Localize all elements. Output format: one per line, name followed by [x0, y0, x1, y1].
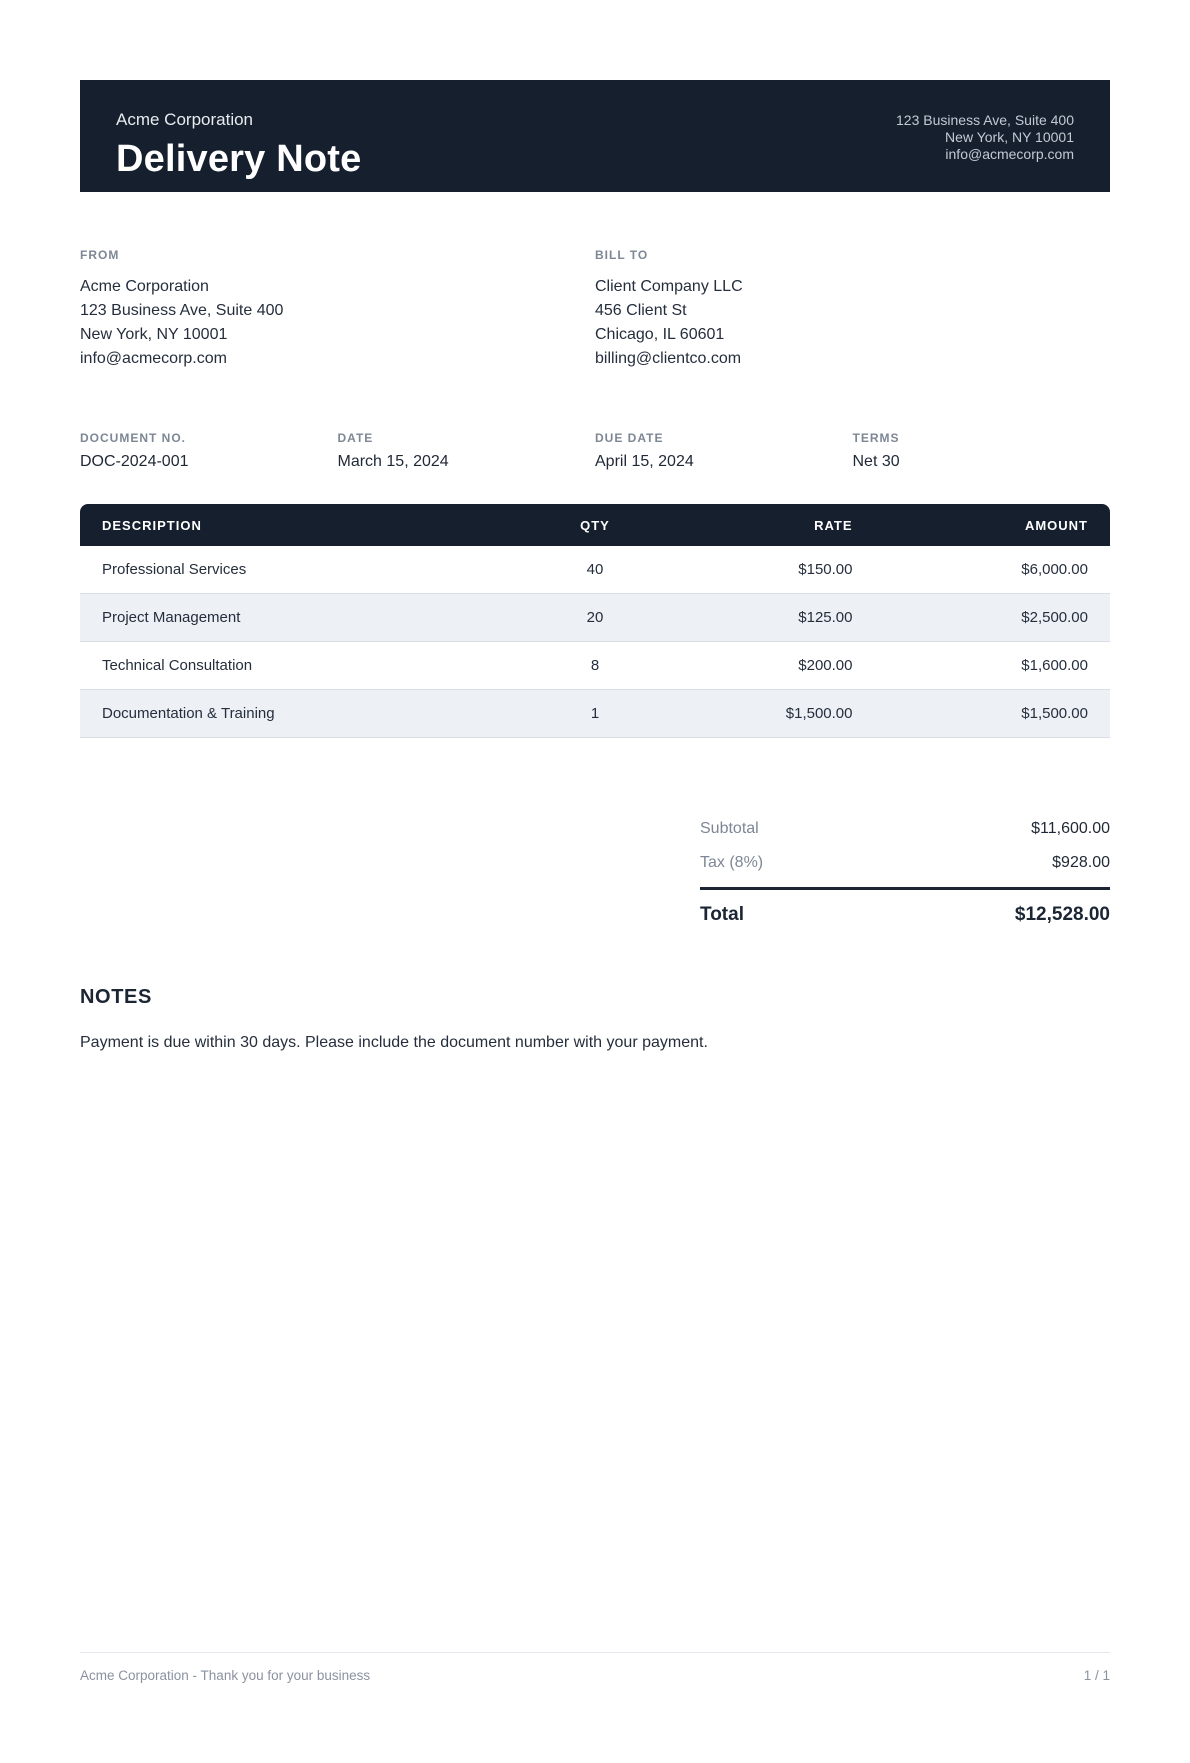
cell-qty: 20 [586, 609, 604, 626]
bill-to-label: BILL TO [595, 248, 649, 262]
cell-description: Project Management [102, 609, 241, 626]
tax-row [700, 846, 1110, 880]
company-address [896, 110, 1074, 163]
meta-label: DATE [337, 431, 374, 445]
company-name: Acme Corporation [116, 110, 254, 129]
header-banner [80, 80, 1110, 192]
from-address-line: 123 Business Ave, Suite 400 [80, 302, 284, 319]
meta-label: TERMS [852, 431, 900, 445]
column-header-amount: AMOUNT [1024, 517, 1088, 533]
from-email: info@acmecorp.com [80, 350, 227, 367]
from-name: Acme Corporation [80, 278, 209, 295]
company-address-line: New York, NY 10001 [945, 129, 1074, 145]
header-left [116, 110, 361, 178]
cell-description: Technical Consultation [102, 657, 253, 674]
bill-to-name: Client Company LLC [595, 278, 743, 295]
page-indicator: 1 / 1 [1083, 1668, 1110, 1683]
page-footer [80, 1652, 1110, 1683]
table-row [80, 546, 1110, 594]
from-address-line: New York, NY 10001 [80, 326, 228, 343]
bill-to-address-line: Chicago, IL 60601 [595, 326, 725, 343]
cell-amount: $1,600.00 [1021, 657, 1088, 674]
meta-label: DUE DATE [595, 431, 664, 445]
meta-terms [853, 431, 1111, 471]
subtotal-value: $11,600.00 [1031, 820, 1110, 837]
meta-label: DOCUMENT NO. [80, 431, 186, 445]
notes-body: Payment is due within 30 days. Please include the document number with your payment. [80, 1034, 708, 1051]
from-block [80, 248, 595, 371]
cell-rate: $1,500.00 [785, 705, 853, 722]
bill-to-address-line: 456 Client St [595, 302, 687, 319]
cell-qty: 40 [586, 561, 604, 578]
table-header-row [80, 504, 1110, 546]
cell-amount: $2,500.00 [1021, 609, 1088, 626]
cell-amount: $1,500.00 [1021, 705, 1088, 722]
line-items-table [80, 504, 1110, 738]
meta-value: DOC-2024-001 [80, 453, 189, 470]
column-header-qty: QTY [580, 517, 610, 533]
document-page [0, 80, 1190, 1054]
footer-text: Acme Corporation - Thank you for your business [80, 1668, 371, 1683]
cell-rate: $200.00 [798, 657, 853, 674]
cell-rate: $125.00 [798, 609, 853, 626]
cell-rate: $150.00 [798, 561, 853, 578]
cell-description: Professional Services [102, 561, 247, 578]
table-row [80, 642, 1110, 690]
total-value: $12,528.00 [1014, 904, 1110, 925]
bill-to-email: billing@clientco.com [595, 350, 742, 367]
tax-label: Tax (8%) [700, 854, 764, 871]
company-address-line: 123 Business Ave, Suite 400 [896, 112, 1074, 128]
grand-total-row [700, 890, 1110, 934]
notes-heading: NOTES [80, 986, 152, 1008]
meta-value: March 15, 2024 [337, 453, 449, 470]
table-row [80, 690, 1110, 738]
totals-section [700, 812, 1110, 934]
cell-amount: $6,000.00 [1021, 561, 1088, 578]
table-row [80, 594, 1110, 642]
total-label: Total [700, 904, 744, 925]
bill-to-block [595, 248, 1110, 371]
document-meta [80, 431, 1110, 471]
cell-description: Documentation & Training [102, 705, 275, 722]
subtotal-row [700, 812, 1110, 846]
cell-qty: 1 [590, 705, 600, 722]
tax-value: $928.00 [1052, 854, 1110, 871]
cell-qty: 8 [590, 657, 600, 674]
meta-document-no [80, 431, 338, 471]
column-header-description: DESCRIPTION [102, 517, 202, 533]
meta-value: Net 30 [852, 453, 900, 470]
parties-section [80, 248, 1110, 371]
meta-value: April 15, 2024 [595, 453, 694, 470]
company-email: info@acmecorp.com [945, 146, 1074, 162]
column-header-rate: RATE [814, 517, 853, 533]
notes-section [80, 986, 1110, 1054]
document-title: Delivery Note [116, 138, 362, 180]
from-label: FROM [80, 248, 120, 262]
meta-due-date [595, 431, 853, 471]
subtotal-label: Subtotal [700, 820, 759, 837]
meta-date [338, 431, 596, 471]
